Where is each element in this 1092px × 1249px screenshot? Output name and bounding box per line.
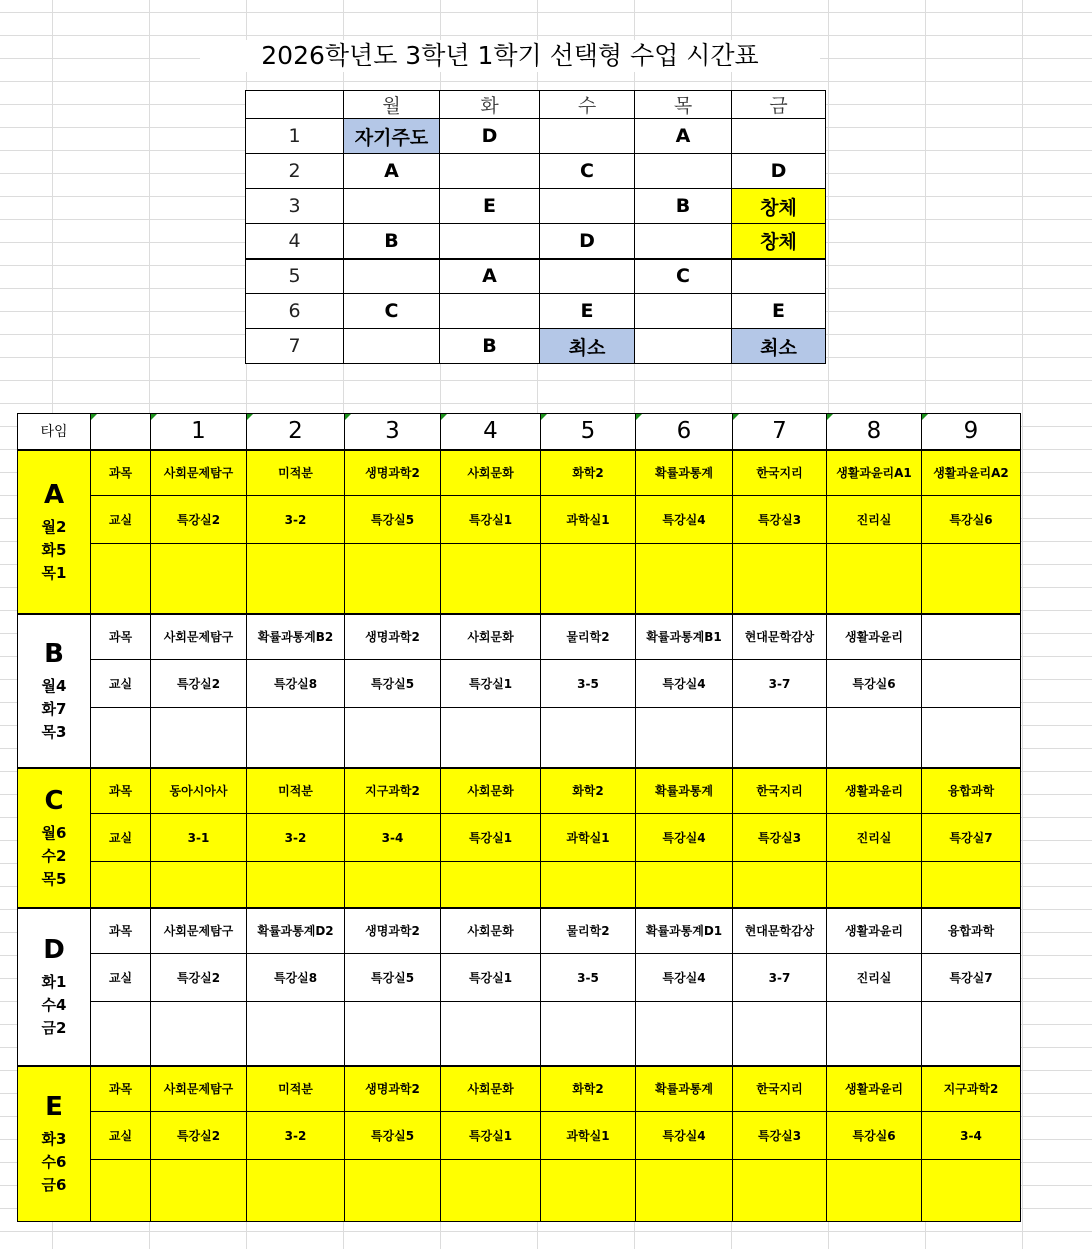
slot-cell: D [440, 119, 540, 154]
day-header: 수 [540, 91, 635, 119]
subject-cell: 확률과통계 [636, 1066, 733, 1112]
type-header-row [18, 414, 1021, 450]
subject-cell: 한국지리 [733, 768, 827, 814]
column-number: 1 [151, 414, 247, 450]
period-row [246, 294, 826, 329]
slot-cell [732, 119, 826, 154]
corner-cell [246, 91, 344, 119]
blank-cell [151, 862, 247, 908]
slot-cell: 창체 [732, 224, 826, 259]
slot-cell: A [344, 154, 440, 189]
slot-cell: A [635, 119, 732, 154]
room-cell: 진리실 [827, 954, 922, 1002]
subject-cell: 한국지리 [733, 450, 827, 496]
subject-cell: 사회문화 [441, 614, 541, 660]
blank-cell [541, 1002, 636, 1066]
column-number: 2 [247, 414, 345, 450]
blank-cell [636, 544, 733, 614]
subject-cell: 사회문제탐구 [151, 614, 247, 660]
blank-cell [922, 708, 1021, 768]
group-day: 화3 [41, 1130, 67, 1149]
room-cell: 특강실1 [441, 954, 541, 1002]
page-title: 2026학년도 3학년 1학기 선택형 수업 시간표 [200, 40, 820, 72]
subject-cell: 사회문제탐구 [151, 1066, 247, 1112]
slot-cell [635, 329, 732, 364]
blank-cell [247, 862, 345, 908]
slot-cell [440, 224, 540, 259]
blank-cell [733, 708, 827, 768]
blank-cell [91, 1002, 151, 1066]
slot-cell [344, 189, 440, 224]
group-room-row [18, 660, 1021, 708]
subject-cell: 융합과학 [922, 908, 1021, 954]
slot-cell: A [440, 259, 540, 294]
subject-cell: 사회문화 [441, 908, 541, 954]
period-row [246, 154, 826, 189]
slot-cell: E [540, 294, 635, 329]
subject-cell: 생명과학2 [345, 1066, 441, 1112]
group-subject-row [18, 768, 1021, 814]
group-letter: E [45, 1092, 63, 1123]
subject-cell: 미적분 [247, 1066, 345, 1112]
group-subject-row [18, 1066, 1021, 1112]
room-cell: 특강실4 [636, 954, 733, 1002]
column-number: 9 [922, 414, 1021, 450]
blank-cell [733, 544, 827, 614]
day-header: 월 [344, 91, 440, 119]
group-day: 금6 [41, 1176, 67, 1195]
slot-cell: B [635, 189, 732, 224]
subject-cell: 현대문학감상 [733, 614, 827, 660]
period-number: 3 [246, 189, 344, 224]
group-day: 월4 [41, 677, 67, 695]
period-number: 5 [246, 259, 344, 294]
group-day: 화7 [41, 700, 67, 718]
group-subject-row [18, 614, 1021, 660]
subject-label: 과목 [91, 614, 151, 660]
room-cell: 특강실4 [636, 814, 733, 862]
group-room-row [18, 496, 1021, 544]
room-cell: 특강실1 [441, 814, 541, 862]
subject-cell: 사회문화 [441, 450, 541, 496]
room-cell: 특강실1 [441, 1112, 541, 1160]
room-cell: 특강실5 [345, 660, 441, 708]
slot-cell [540, 189, 635, 224]
room-cell: 3-4 [922, 1112, 1021, 1160]
blank-cell [827, 862, 922, 908]
day-header: 목 [635, 91, 732, 119]
weekly-timetable [245, 90, 826, 364]
group-blank-row [18, 708, 1021, 768]
slot-cell: C [635, 259, 732, 294]
room-cell: 특강실7 [922, 814, 1021, 862]
blank-cell [345, 708, 441, 768]
subject-cell: 생명과학2 [345, 450, 441, 496]
day-header: 화 [440, 91, 540, 119]
type-table [17, 413, 1021, 1222]
subject-cell: 생활과윤리 [827, 908, 922, 954]
group-day: 화1 [41, 973, 67, 991]
blank-cell [441, 862, 541, 908]
slot-cell [732, 259, 826, 294]
column-number: 7 [733, 414, 827, 450]
slot-cell [540, 259, 635, 294]
blank-cell [827, 708, 922, 768]
blank-cell [441, 1002, 541, 1066]
room-cell: 특강실5 [345, 496, 441, 544]
subject-cell: 미적분 [247, 450, 345, 496]
room-cell: 3-2 [247, 814, 345, 862]
subject-label: 과목 [91, 768, 151, 814]
group-day: 화5 [41, 541, 67, 559]
room-cell: 특강실6 [827, 660, 922, 708]
subject-cell: 사회문제탐구 [151, 450, 247, 496]
blank-cell [441, 708, 541, 768]
subject-cell: 지구과학2 [922, 1066, 1021, 1112]
subject-cell: 한국지리 [733, 1066, 827, 1112]
subject-cell: 동아시아사 [151, 768, 247, 814]
room-cell: 3-1 [151, 814, 247, 862]
room-cell: 특강실1 [441, 496, 541, 544]
group-room-row [18, 1112, 1021, 1160]
group-day: 수6 [41, 1153, 67, 1172]
slot-cell: 최소 [732, 329, 826, 364]
slot-cell [440, 154, 540, 189]
subject-cell: 현대문학감상 [733, 908, 827, 954]
group-day: 수4 [41, 996, 67, 1014]
period-row [246, 119, 826, 154]
blank-cell [733, 1002, 827, 1066]
blank-cell [151, 1002, 247, 1066]
slot-cell: B [344, 224, 440, 259]
room-cell [922, 660, 1021, 708]
slot-cell [635, 224, 732, 259]
room-cell: 3-7 [733, 660, 827, 708]
slot-cell: B [440, 329, 540, 364]
room-label: 교실 [91, 1112, 151, 1160]
room-label: 교실 [91, 660, 151, 708]
group-letter: A [43, 480, 65, 510]
time-label: 타임 [18, 414, 91, 450]
header-blank [91, 414, 151, 450]
room-label: 교실 [91, 954, 151, 1002]
group-day: 금2 [41, 1019, 67, 1037]
room-cell: 특강실4 [636, 1112, 733, 1160]
room-cell: 3-5 [541, 660, 636, 708]
room-cell: 특강실8 [247, 660, 345, 708]
subject-cell: 생활과윤리 [827, 614, 922, 660]
subject-cell: 물리학2 [541, 614, 636, 660]
group-blank-row [18, 544, 1021, 614]
room-cell: 특강실5 [345, 1112, 441, 1160]
column-number: 3 [345, 414, 441, 450]
blank-cell [636, 1002, 733, 1066]
slot-cell [635, 294, 732, 329]
slot-cell [344, 329, 440, 364]
group-day: 목1 [41, 564, 67, 582]
group-blank-row [18, 1002, 1021, 1066]
room-cell: 과학실1 [541, 1112, 636, 1160]
subject-cell: 확률과통계B2 [247, 614, 345, 660]
room-cell: 특강실2 [151, 660, 247, 708]
blank-cell [636, 862, 733, 908]
room-cell: 과학실1 [541, 814, 636, 862]
slot-cell [635, 154, 732, 189]
blank-cell [827, 1002, 922, 1066]
room-cell: 특강실2 [151, 954, 247, 1002]
period-number: 7 [246, 329, 344, 364]
group-label [18, 614, 91, 768]
room-cell: 특강실3 [733, 814, 827, 862]
subject-cell: 생활과윤리 [827, 1066, 922, 1112]
room-cell: 3-7 [733, 954, 827, 1002]
blank-cell [827, 1160, 922, 1222]
column-number: 5 [541, 414, 636, 450]
group-blank-row [18, 862, 1021, 908]
blank-cell [541, 862, 636, 908]
group-label [18, 768, 91, 908]
subject-cell: 확률과통계 [636, 768, 733, 814]
period-row [246, 259, 826, 294]
blank-cell [541, 1160, 636, 1222]
subject-cell: 생활과윤리A1 [827, 450, 922, 496]
subject-cell: 지구과학2 [345, 768, 441, 814]
room-cell: 3-5 [541, 954, 636, 1002]
blank-cell [345, 1160, 441, 1222]
room-cell: 특강실1 [441, 660, 541, 708]
group-day: 목3 [41, 723, 67, 741]
room-cell: 특강실6 [827, 1112, 922, 1160]
room-label: 교실 [91, 496, 151, 544]
subject-cell: 화학2 [541, 450, 636, 496]
slot-cell: C [540, 154, 635, 189]
subject-cell: 화학2 [541, 1066, 636, 1112]
subject-cell: 사회문화 [441, 1066, 541, 1112]
blank-cell [247, 1160, 345, 1222]
blank-cell [151, 1160, 247, 1222]
blank-cell [636, 708, 733, 768]
blank-cell [541, 544, 636, 614]
slot-cell: E [732, 294, 826, 329]
subject-cell: 확률과통계 [636, 450, 733, 496]
blank-cell [922, 1002, 1021, 1066]
slot-cell: 자기주도 [344, 119, 440, 154]
group-letter: D [43, 935, 65, 965]
subject-cell: 물리학2 [541, 908, 636, 954]
period-row [246, 224, 826, 259]
subject-cell: 생명과학2 [345, 908, 441, 954]
blank-cell [91, 544, 151, 614]
room-cell: 특강실4 [636, 660, 733, 708]
room-cell: 특강실4 [636, 496, 733, 544]
subject-cell: 확률과통계D1 [636, 908, 733, 954]
subject-label: 과목 [91, 450, 151, 496]
slot-cell: C [344, 294, 440, 329]
subject-label: 과목 [91, 908, 151, 954]
slot-cell: E [440, 189, 540, 224]
subject-cell: 화학2 [541, 768, 636, 814]
blank-cell [345, 544, 441, 614]
period-number: 6 [246, 294, 344, 329]
period-number: 2 [246, 154, 344, 189]
blank-cell [922, 1160, 1021, 1222]
room-cell: 특강실8 [247, 954, 345, 1002]
group-subject-row [18, 908, 1021, 954]
blank-cell [247, 544, 345, 614]
subject-label: 과목 [91, 1066, 151, 1112]
blank-cell [541, 708, 636, 768]
blank-cell [345, 862, 441, 908]
period-number: 4 [246, 224, 344, 259]
slot-cell: 최소 [540, 329, 635, 364]
group-blank-row [18, 1160, 1021, 1222]
group-letter: B [44, 639, 64, 669]
room-cell: 3-2 [247, 496, 345, 544]
blank-cell [91, 862, 151, 908]
blank-cell [151, 708, 247, 768]
group-day: 수2 [41, 847, 67, 865]
subject-cell: 생명과학2 [345, 614, 441, 660]
room-cell: 특강실3 [733, 1112, 827, 1160]
room-cell: 진리실 [827, 814, 922, 862]
group-label [18, 1066, 91, 1222]
group-room-row [18, 954, 1021, 1002]
room-cell: 특강실2 [151, 496, 247, 544]
subject-cell: 융합과학 [922, 768, 1021, 814]
room-cell: 3-2 [247, 1112, 345, 1160]
blank-cell [636, 1160, 733, 1222]
column-number: 4 [441, 414, 541, 450]
column-number: 6 [636, 414, 733, 450]
blank-cell [247, 708, 345, 768]
blank-cell [922, 862, 1021, 908]
blank-cell [827, 544, 922, 614]
group-label [18, 450, 91, 614]
slot-cell: D [732, 154, 826, 189]
blank-cell [345, 1002, 441, 1066]
room-label: 교실 [91, 814, 151, 862]
room-cell: 진리실 [827, 496, 922, 544]
subject-cell: 생활과윤리 [827, 768, 922, 814]
period-row [246, 189, 826, 224]
day-header: 금 [732, 91, 826, 119]
subject-cell: 확률과통계D2 [247, 908, 345, 954]
room-cell: 3-4 [345, 814, 441, 862]
subject-cell: 사회문제탐구 [151, 908, 247, 954]
slot-cell [540, 119, 635, 154]
blank-cell [441, 544, 541, 614]
blank-cell [441, 1160, 541, 1222]
room-cell: 특강실7 [922, 954, 1021, 1002]
period-row [246, 329, 826, 364]
weekly-header-row [246, 91, 826, 119]
slot-cell: D [540, 224, 635, 259]
column-number: 8 [827, 414, 922, 450]
group-day: 목5 [41, 870, 67, 888]
group-day: 월6 [41, 824, 67, 842]
blank-cell [733, 1160, 827, 1222]
room-cell: 특강실6 [922, 496, 1021, 544]
slot-cell: 창체 [732, 189, 826, 224]
subject-cell [922, 614, 1021, 660]
subject-cell: 확률과통계B1 [636, 614, 733, 660]
period-number: 1 [246, 119, 344, 154]
blank-cell [91, 1160, 151, 1222]
group-subject-row [18, 450, 1021, 496]
group-letter: C [44, 786, 64, 816]
group-label [18, 908, 91, 1066]
subject-cell: 미적분 [247, 768, 345, 814]
subject-cell: 사회문화 [441, 768, 541, 814]
group-room-row [18, 814, 1021, 862]
group-day: 월2 [41, 518, 67, 536]
room-cell: 특강실3 [733, 496, 827, 544]
blank-cell [91, 708, 151, 768]
subject-cell: 생활과윤리A2 [922, 450, 1021, 496]
slot-cell [440, 294, 540, 329]
blank-cell [151, 544, 247, 614]
room-cell: 과학실1 [541, 496, 636, 544]
room-cell: 특강실2 [151, 1112, 247, 1160]
blank-cell [247, 1002, 345, 1066]
blank-cell [922, 544, 1021, 614]
slot-cell [344, 259, 440, 294]
room-cell: 특강실5 [345, 954, 441, 1002]
blank-cell [733, 862, 827, 908]
